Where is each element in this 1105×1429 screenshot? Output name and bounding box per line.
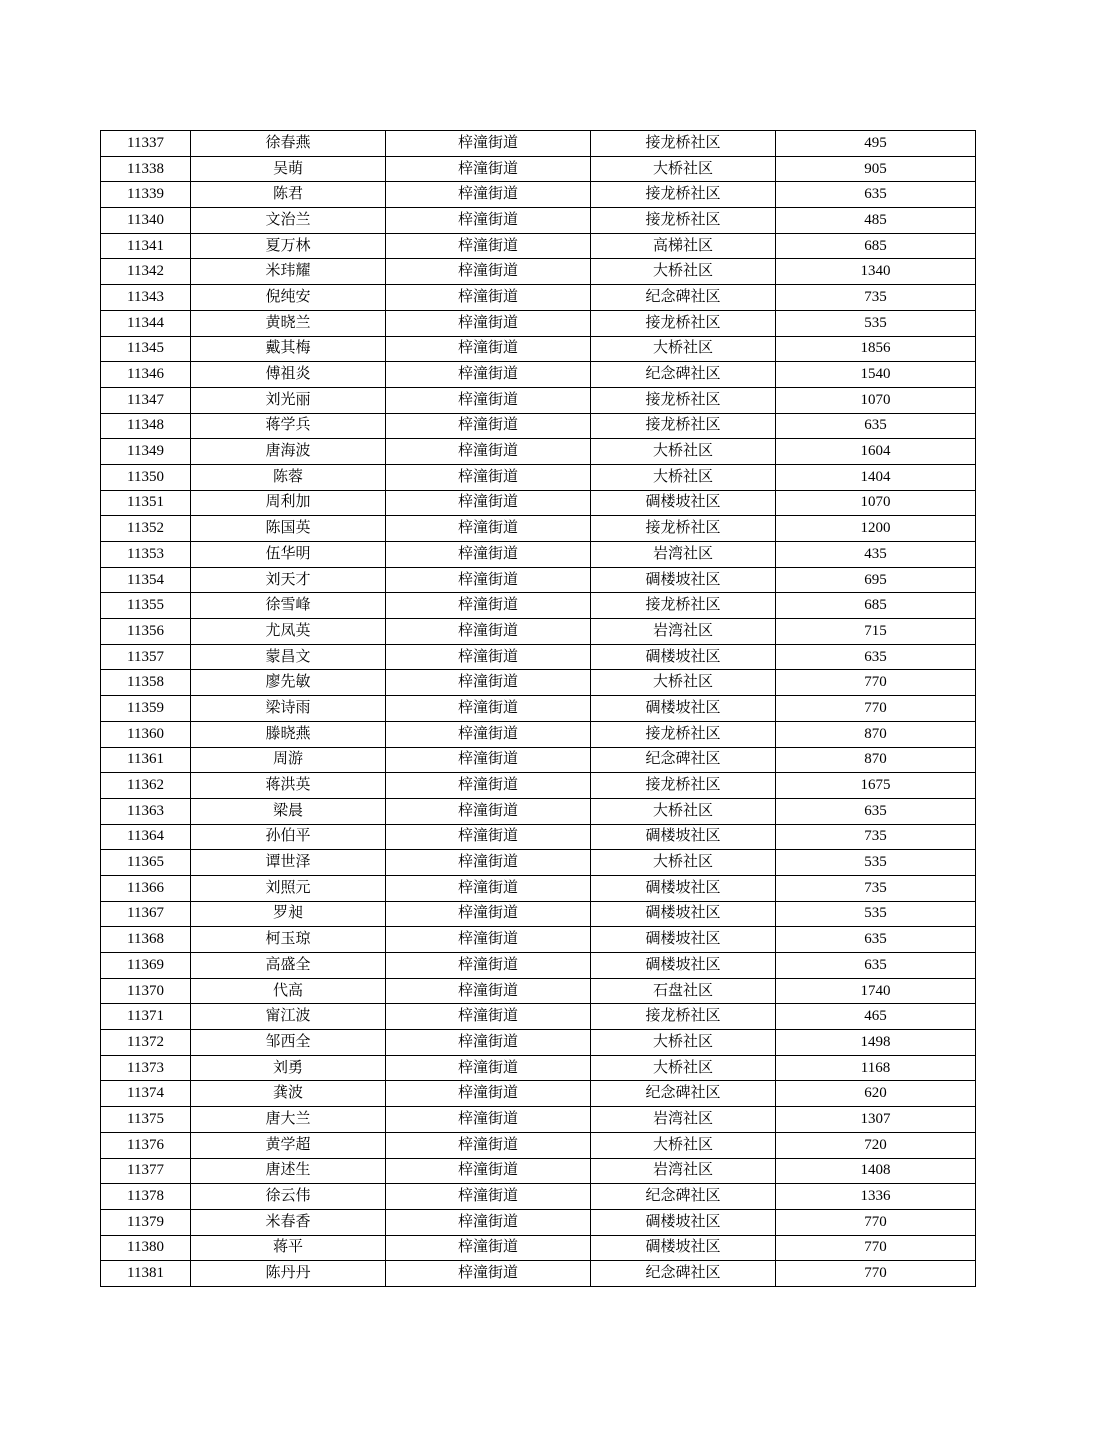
table-row (101, 927, 976, 953)
table-row (101, 1004, 976, 1030)
table-cell-community: 接龙桥社区 (591, 773, 776, 799)
table-cell-amount: 635 (776, 182, 976, 208)
table-cell-name: 夏万林 (191, 233, 386, 259)
table-cell-street: 梓潼街道 (386, 1107, 591, 1133)
table-cell-name: 吴萌 (191, 156, 386, 182)
table-cell-id: 11357 (101, 644, 191, 670)
table-row (101, 1081, 976, 1107)
table-cell-amount: 1540 (776, 362, 976, 388)
table-cell-community: 碉楼坡社区 (591, 927, 776, 953)
table-cell-community: 石盘社区 (591, 978, 776, 1004)
table-row (101, 696, 976, 722)
table-cell-street: 梓潼街道 (386, 336, 591, 362)
table-cell-id: 11345 (101, 336, 191, 362)
table-cell-street: 梓潼街道 (386, 953, 591, 979)
table-row (101, 439, 976, 465)
table-cell-name: 甯江波 (191, 1004, 386, 1030)
table-cell-amount: 1070 (776, 490, 976, 516)
table-cell-street: 梓潼街道 (386, 387, 591, 413)
table-cell-id: 11342 (101, 259, 191, 285)
table-row (101, 567, 976, 593)
table-cell-id: 11350 (101, 464, 191, 490)
table-cell-street: 梓潼街道 (386, 413, 591, 439)
table-cell-community: 岩湾社区 (591, 619, 776, 645)
table-cell-name: 唐大兰 (191, 1107, 386, 1133)
table-cell-amount: 770 (776, 1209, 976, 1235)
table-cell-id: 11370 (101, 978, 191, 1004)
table-cell-street: 梓潼街道 (386, 464, 591, 490)
table-cell-id: 11367 (101, 901, 191, 927)
table-row (101, 953, 976, 979)
table-cell-id: 11379 (101, 1209, 191, 1235)
table-cell-name: 黄晓兰 (191, 310, 386, 336)
table-cell-amount: 635 (776, 927, 976, 953)
table-cell-id: 11381 (101, 1261, 191, 1287)
table-cell-name: 罗昶 (191, 901, 386, 927)
table-cell-community: 碉楼坡社区 (591, 875, 776, 901)
table-cell-id: 11346 (101, 362, 191, 388)
table-cell-name: 滕晓燕 (191, 721, 386, 747)
table-cell-id: 11344 (101, 310, 191, 336)
table-row (101, 978, 976, 1004)
table-cell-name: 孙伯平 (191, 824, 386, 850)
table-cell-name: 柯玉琼 (191, 927, 386, 953)
table-row (101, 1261, 976, 1287)
table-cell-id: 11353 (101, 542, 191, 568)
table-cell-street: 梓潼街道 (386, 439, 591, 465)
table-cell-amount: 870 (776, 747, 976, 773)
table-row (101, 490, 976, 516)
table-cell-id: 11378 (101, 1184, 191, 1210)
table-cell-id: 11375 (101, 1107, 191, 1133)
table-cell-id: 11364 (101, 824, 191, 850)
table-cell-name: 尤凤英 (191, 619, 386, 645)
table-cell-street: 梓潼街道 (386, 1184, 591, 1210)
table-row (101, 1184, 976, 1210)
table-row (101, 233, 976, 259)
table-cell-street: 梓潼街道 (386, 516, 591, 542)
table-cell-name: 刘光丽 (191, 387, 386, 413)
table-row (101, 131, 976, 157)
table-cell-street: 梓潼街道 (386, 927, 591, 953)
table-cell-id: 11343 (101, 285, 191, 311)
table-cell-id: 11377 (101, 1158, 191, 1184)
table-cell-amount: 695 (776, 567, 976, 593)
table-cell-street: 梓潼街道 (386, 1030, 591, 1056)
table-cell-name: 廖先敏 (191, 670, 386, 696)
table-cell-amount: 735 (776, 875, 976, 901)
table-cell-id: 11371 (101, 1004, 191, 1030)
table-cell-community: 大桥社区 (591, 850, 776, 876)
table-cell-community: 大桥社区 (591, 439, 776, 465)
table-row (101, 1158, 976, 1184)
table-cell-community: 纪念碑社区 (591, 747, 776, 773)
table-row (101, 850, 976, 876)
table-cell-amount: 870 (776, 721, 976, 747)
table-row (101, 824, 976, 850)
table-cell-amount: 535 (776, 310, 976, 336)
table-cell-id: 11374 (101, 1081, 191, 1107)
table-cell-amount: 1340 (776, 259, 976, 285)
table-cell-id: 11339 (101, 182, 191, 208)
table-cell-street: 梓潼街道 (386, 1235, 591, 1261)
table-cell-street: 梓潼街道 (386, 156, 591, 182)
table-cell-id: 11360 (101, 721, 191, 747)
table-cell-name: 周游 (191, 747, 386, 773)
table-cell-name: 周利加 (191, 490, 386, 516)
table-cell-community: 碉楼坡社区 (591, 644, 776, 670)
table-row (101, 1107, 976, 1133)
table-cell-street: 梓潼街道 (386, 619, 591, 645)
table-row (101, 182, 976, 208)
table-cell-name: 徐春燕 (191, 131, 386, 157)
table-row (101, 310, 976, 336)
table-cell-community: 大桥社区 (591, 259, 776, 285)
table-cell-amount: 1856 (776, 336, 976, 362)
table-cell-name: 高盛全 (191, 953, 386, 979)
table-cell-amount: 1675 (776, 773, 976, 799)
table-cell-amount: 1200 (776, 516, 976, 542)
table-cell-name: 梁晨 (191, 798, 386, 824)
table-cell-id: 11341 (101, 233, 191, 259)
table-cell-name: 傅祖炎 (191, 362, 386, 388)
table-cell-name: 谭世泽 (191, 850, 386, 876)
table-cell-id: 11372 (101, 1030, 191, 1056)
table-cell-id: 11352 (101, 516, 191, 542)
table-cell-id: 11358 (101, 670, 191, 696)
table-cell-name: 黄学超 (191, 1132, 386, 1158)
table-cell-name: 刘勇 (191, 1055, 386, 1081)
table-cell-community: 纪念碑社区 (591, 1261, 776, 1287)
table-cell-amount: 1740 (776, 978, 976, 1004)
table-cell-name: 邹西全 (191, 1030, 386, 1056)
table-row (101, 285, 976, 311)
table-cell-community: 岩湾社区 (591, 1107, 776, 1133)
table-row (101, 542, 976, 568)
table-cell-community: 接龙桥社区 (591, 516, 776, 542)
table-cell-amount: 1307 (776, 1107, 976, 1133)
table-row (101, 1209, 976, 1235)
table-cell-amount: 535 (776, 850, 976, 876)
table-cell-id: 11356 (101, 619, 191, 645)
table-cell-name: 伍华明 (191, 542, 386, 568)
table-cell-community: 大桥社区 (591, 464, 776, 490)
table-cell-name: 蒙昌文 (191, 644, 386, 670)
table-cell-id: 11340 (101, 208, 191, 234)
table-row (101, 619, 976, 645)
table-cell-amount: 770 (776, 670, 976, 696)
table-cell-community: 岩湾社区 (591, 1158, 776, 1184)
table-row (101, 773, 976, 799)
table-cell-street: 梓潼街道 (386, 644, 591, 670)
table-cell-amount: 435 (776, 542, 976, 568)
table-row (101, 875, 976, 901)
table-row (101, 259, 976, 285)
table-cell-id: 11348 (101, 413, 191, 439)
table-cell-id: 11351 (101, 490, 191, 516)
table-cell-street: 梓潼街道 (386, 1158, 591, 1184)
table-cell-amount: 735 (776, 824, 976, 850)
table-cell-name: 蒋洪英 (191, 773, 386, 799)
table-cell-community: 碉楼坡社区 (591, 1235, 776, 1261)
table-cell-street: 梓潼街道 (386, 542, 591, 568)
table-cell-id: 11359 (101, 696, 191, 722)
table-cell-amount: 770 (776, 696, 976, 722)
table-cell-amount: 485 (776, 208, 976, 234)
table-row (101, 362, 976, 388)
table-cell-name: 唐述生 (191, 1158, 386, 1184)
table-cell-amount: 685 (776, 233, 976, 259)
table-cell-street: 梓潼街道 (386, 696, 591, 722)
table-cell-street: 梓潼街道 (386, 978, 591, 1004)
table-cell-community: 接龙桥社区 (591, 1004, 776, 1030)
table-cell-name: 蒋平 (191, 1235, 386, 1261)
table-cell-name: 陈蓉 (191, 464, 386, 490)
table-cell-name: 龚波 (191, 1081, 386, 1107)
table-cell-id: 11349 (101, 439, 191, 465)
table-cell-community: 碉楼坡社区 (591, 567, 776, 593)
table-cell-id: 11361 (101, 747, 191, 773)
table-cell-street: 梓潼街道 (386, 1261, 591, 1287)
table-row (101, 156, 976, 182)
table-cell-street: 梓潼街道 (386, 285, 591, 311)
table-cell-amount: 635 (776, 644, 976, 670)
table-cell-community: 接龙桥社区 (591, 131, 776, 157)
table-cell-street: 梓潼街道 (386, 208, 591, 234)
table-cell-street: 梓潼街道 (386, 875, 591, 901)
table-cell-id: 11373 (101, 1055, 191, 1081)
table-cell-community: 纪念碑社区 (591, 285, 776, 311)
table-cell-id: 11369 (101, 953, 191, 979)
table-cell-amount: 465 (776, 1004, 976, 1030)
table-cell-amount: 535 (776, 901, 976, 927)
table-cell-community: 接龙桥社区 (591, 310, 776, 336)
table-row (101, 644, 976, 670)
table-row (101, 1055, 976, 1081)
table-cell-street: 梓潼街道 (386, 1132, 591, 1158)
table-cell-street: 梓潼街道 (386, 798, 591, 824)
table-cell-street: 梓潼街道 (386, 824, 591, 850)
table-cell-id: 11366 (101, 875, 191, 901)
table-cell-amount: 735 (776, 285, 976, 311)
table-row (101, 721, 976, 747)
table-cell-name: 刘天才 (191, 567, 386, 593)
table-row (101, 464, 976, 490)
table-container (100, 130, 976, 1287)
table-row (101, 208, 976, 234)
table-cell-amount: 1168 (776, 1055, 976, 1081)
table-cell-name: 蒋学兵 (191, 413, 386, 439)
table-cell-id: 11337 (101, 131, 191, 157)
table-cell-community: 碉楼坡社区 (591, 490, 776, 516)
table-cell-community: 大桥社区 (591, 1030, 776, 1056)
table-cell-street: 梓潼街道 (386, 259, 591, 285)
table-cell-amount: 1604 (776, 439, 976, 465)
table-cell-amount: 720 (776, 1132, 976, 1158)
table-cell-community: 碉楼坡社区 (591, 1209, 776, 1235)
table-cell-id: 11363 (101, 798, 191, 824)
table-cell-name: 戴其梅 (191, 336, 386, 362)
table-row (101, 413, 976, 439)
table-cell-street: 梓潼街道 (386, 490, 591, 516)
table-cell-name: 陈君 (191, 182, 386, 208)
table-cell-street: 梓潼街道 (386, 1209, 591, 1235)
table-cell-community: 纪念碑社区 (591, 1184, 776, 1210)
table-cell-community: 接龙桥社区 (591, 721, 776, 747)
table-cell-amount: 715 (776, 619, 976, 645)
table-cell-id: 11362 (101, 773, 191, 799)
table-cell-street: 梓潼街道 (386, 850, 591, 876)
table-cell-name: 刘照元 (191, 875, 386, 901)
table-cell-community: 大桥社区 (591, 336, 776, 362)
table-cell-street: 梓潼街道 (386, 1055, 591, 1081)
roster-table (100, 130, 976, 1287)
table-cell-street: 梓潼街道 (386, 901, 591, 927)
table-cell-amount: 685 (776, 593, 976, 619)
table-cell-community: 接龙桥社区 (591, 387, 776, 413)
table-cell-name: 文治兰 (191, 208, 386, 234)
table-row (101, 798, 976, 824)
table-cell-community: 接龙桥社区 (591, 413, 776, 439)
table-cell-name: 徐雪峰 (191, 593, 386, 619)
table-cell-id: 11354 (101, 567, 191, 593)
table-cell-community: 高梯社区 (591, 233, 776, 259)
table-cell-amount: 1498 (776, 1030, 976, 1056)
table-cell-amount: 635 (776, 953, 976, 979)
table-cell-street: 梓潼街道 (386, 131, 591, 157)
table-body (101, 131, 976, 1287)
table-cell-name: 徐云伟 (191, 1184, 386, 1210)
table-cell-amount: 1408 (776, 1158, 976, 1184)
table-cell-amount: 1404 (776, 464, 976, 490)
table-cell-amount: 770 (776, 1261, 976, 1287)
table-cell-street: 梓潼街道 (386, 721, 591, 747)
table-cell-id: 11338 (101, 156, 191, 182)
table-cell-street: 梓潼街道 (386, 747, 591, 773)
table-cell-street: 梓潼街道 (386, 310, 591, 336)
table-row (101, 901, 976, 927)
table-cell-community: 碉楼坡社区 (591, 824, 776, 850)
table-cell-community: 接龙桥社区 (591, 208, 776, 234)
table-cell-community: 大桥社区 (591, 670, 776, 696)
table-row (101, 747, 976, 773)
table-cell-community: 接龙桥社区 (591, 182, 776, 208)
table-cell-community: 接龙桥社区 (591, 593, 776, 619)
table-cell-amount: 635 (776, 413, 976, 439)
table-cell-name: 唐海波 (191, 439, 386, 465)
table-cell-community: 大桥社区 (591, 1132, 776, 1158)
table-cell-community: 碉楼坡社区 (591, 953, 776, 979)
table-cell-name: 米玮耀 (191, 259, 386, 285)
table-cell-amount: 905 (776, 156, 976, 182)
table-cell-amount: 495 (776, 131, 976, 157)
table-cell-community: 大桥社区 (591, 1055, 776, 1081)
table-row (101, 1030, 976, 1056)
table-cell-amount: 620 (776, 1081, 976, 1107)
table-cell-name: 倪纯安 (191, 285, 386, 311)
table-cell-street: 梓潼街道 (386, 1081, 591, 1107)
table-cell-name: 陈国英 (191, 516, 386, 542)
table-row (101, 1132, 976, 1158)
table-row (101, 336, 976, 362)
table-cell-street: 梓潼街道 (386, 1004, 591, 1030)
table-cell-id: 11368 (101, 927, 191, 953)
table-cell-street: 梓潼街道 (386, 567, 591, 593)
table-cell-name: 陈丹丹 (191, 1261, 386, 1287)
table-cell-id: 11365 (101, 850, 191, 876)
table-cell-street: 梓潼街道 (386, 670, 591, 696)
table-cell-id: 11347 (101, 387, 191, 413)
table-row (101, 387, 976, 413)
table-cell-street: 梓潼街道 (386, 362, 591, 388)
table-cell-street: 梓潼街道 (386, 233, 591, 259)
table-cell-id: 11380 (101, 1235, 191, 1261)
table-cell-community: 大桥社区 (591, 156, 776, 182)
table-cell-community: 纪念碑社区 (591, 362, 776, 388)
table-cell-id: 11376 (101, 1132, 191, 1158)
table-cell-street: 梓潼街道 (386, 773, 591, 799)
table-row (101, 516, 976, 542)
table-cell-community: 纪念碑社区 (591, 1081, 776, 1107)
table-cell-amount: 1070 (776, 387, 976, 413)
table-cell-community: 大桥社区 (591, 798, 776, 824)
table-cell-amount: 635 (776, 798, 976, 824)
table-cell-name: 梁诗雨 (191, 696, 386, 722)
table-row (101, 593, 976, 619)
table-cell-community: 岩湾社区 (591, 542, 776, 568)
table-row (101, 670, 976, 696)
table-row (101, 1235, 976, 1261)
table-cell-community: 碉楼坡社区 (591, 901, 776, 927)
table-cell-street: 梓潼街道 (386, 182, 591, 208)
table-cell-id: 11355 (101, 593, 191, 619)
table-cell-name: 米春香 (191, 1209, 386, 1235)
table-cell-name: 代高 (191, 978, 386, 1004)
table-cell-amount: 1336 (776, 1184, 976, 1210)
table-cell-community: 碉楼坡社区 (591, 696, 776, 722)
table-cell-amount: 770 (776, 1235, 976, 1261)
table-cell-street: 梓潼街道 (386, 593, 591, 619)
